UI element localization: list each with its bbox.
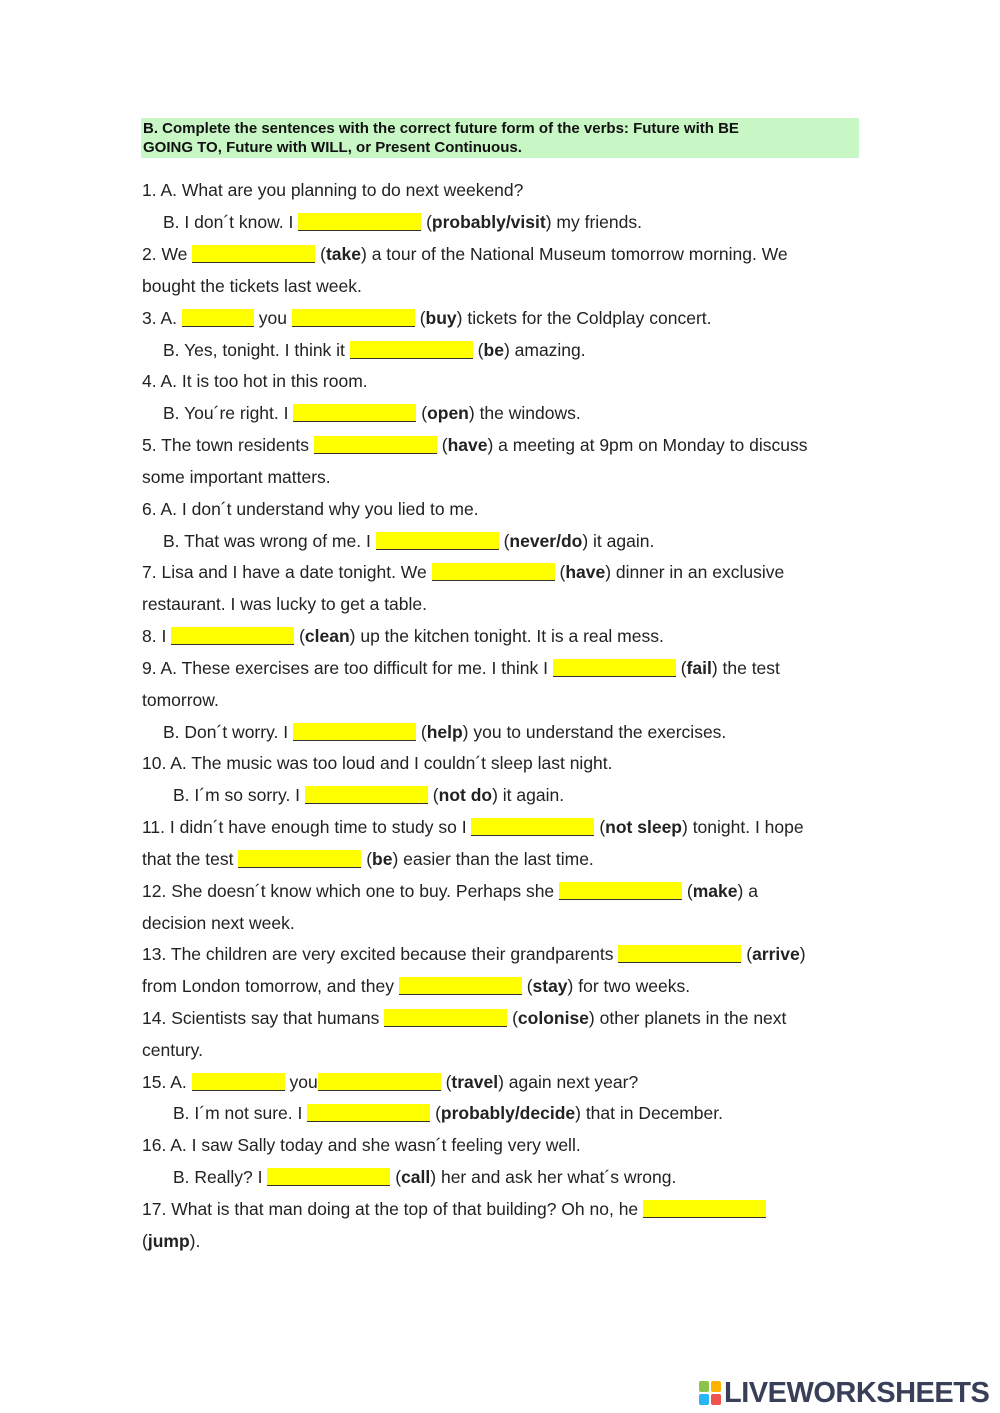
liveworksheets-icon <box>698 1380 722 1406</box>
sentence-9a-cont: tomorrow. <box>142 690 219 710</box>
sentence-10b: B. I´m so sorry. I (not do) it again. <box>173 785 565 805</box>
verb-hint: stay <box>532 976 568 996</box>
sentence-2: 2. We (take) a tour of the National Museum tomorrow morning. We <box>142 244 788 264</box>
answer-gap[interactable] <box>376 532 499 550</box>
verb-hint: help <box>426 722 463 742</box>
sentence-5-cont: some important matters. <box>142 467 331 487</box>
verb-hint: clean <box>304 626 350 646</box>
answer-gap[interactable] <box>399 977 522 995</box>
sentence-16a: 16. A. I saw Sally today and she wasn´t feeling very well. <box>142 1135 581 1155</box>
answer-gap[interactable] <box>471 818 594 836</box>
answer-gap[interactable] <box>559 882 682 900</box>
verb-hint: make <box>692 881 738 901</box>
verb-hint: not sleep <box>605 817 682 837</box>
sentence-12: 12. She doesn´t know which one to buy. Perhaps she (make) a <box>142 881 758 901</box>
sentence-8: 8. I (clean) up the kitchen tonight. It is a real mess. <box>142 626 664 646</box>
sentence-17: 17. What is that man doing at the top of that building? Oh no, he <box>142 1198 766 1220</box>
verb-hint: travel <box>451 1072 499 1092</box>
sentence-10a: 10. A. The music was too loud and I couldn´t sleep last night. <box>142 753 613 773</box>
verb-hint: colonise <box>517 1008 589 1028</box>
verb-hint: buy <box>425 308 457 328</box>
verb-hint: be <box>483 340 504 360</box>
sentence-13-cont: from London tomorrow, and they (stay) for two weeks. <box>142 976 691 996</box>
instruction-line-2: GOING TO, Future with WILL, or Present Continuous. <box>143 139 522 156</box>
answer-gap[interactable] <box>305 786 428 804</box>
sentence-9b: B. Don´t worry. I (help) you to understand the exercises. <box>163 722 727 742</box>
sentence-4b: B. You´re right. I (open) the windows. <box>163 403 581 423</box>
answer-gap[interactable] <box>182 309 254 327</box>
sentence-1a: 1. A. What are you planning to do next weekend? <box>142 180 524 200</box>
instruction-box <box>141 118 859 158</box>
sentence-13: 13. The children are very excited because their grandparents (arrive) <box>142 944 806 964</box>
verb-hint: have <box>447 435 488 455</box>
answer-gap[interactable] <box>553 659 676 677</box>
verb-hint: call <box>401 1167 431 1187</box>
verb-hint: probably/visit <box>431 212 546 232</box>
sentence-5: 5. The town residents (have) a meeting at 9pm on Monday to discuss <box>142 435 808 455</box>
sentence-12-cont: decision next week. <box>142 913 295 933</box>
sentence-7-cont: restaurant. I was lucky to get a table. <box>142 594 428 614</box>
answer-gap[interactable] <box>307 1104 430 1122</box>
sentence-17-cont: (jump). <box>142 1231 201 1251</box>
verb-hint: never/do <box>509 531 583 551</box>
sentence-4a: 4. A. It is too hot in this room. <box>142 371 368 391</box>
answer-gap[interactable] <box>293 404 416 422</box>
verb-hint: arrive <box>752 944 800 964</box>
answer-gap[interactable] <box>618 945 741 963</box>
verb-hint: fail <box>686 658 712 678</box>
answer-gap[interactable] <box>238 850 361 868</box>
sentence-9a: 9. A. These exercises are too difficult for me. I think I (fail) the test <box>142 658 780 678</box>
verb-hint: not do <box>438 785 493 805</box>
sentence-1b: B. I don´t know. I (probably/visit) my friends. <box>163 212 642 232</box>
answer-gap[interactable] <box>171 627 294 645</box>
instruction-line-1: B. Complete the sentences with the correct future form of the verbs: Future with BE <box>143 120 739 137</box>
answer-gap[interactable] <box>292 309 415 327</box>
sentence-14: 14. Scientists say that humans (colonise) other planets in the next <box>142 1008 787 1028</box>
sentence-6b: B. That was wrong of me. I (never/do) it again. <box>163 531 655 551</box>
verb-hint: open <box>427 403 469 423</box>
sentence-11: 11. I didn´t have enough time to study so I (not sleep) tonight. I hope <box>142 817 804 837</box>
answer-gap[interactable] <box>267 1168 390 1186</box>
answer-gap[interactable] <box>318 1073 441 1091</box>
sentence-15b: B. I´m not sure. I (probably/decide) that in December. <box>173 1103 723 1123</box>
verb-hint: have <box>565 562 606 582</box>
sentence-15a: 15. A. you (travel) again next year? <box>142 1072 639 1092</box>
sentence-11-cont: that the test (be) easier than the last time. <box>142 849 594 869</box>
answer-gap[interactable] <box>192 1073 285 1091</box>
sentence-2-cont: bought the tickets last week. <box>142 276 362 296</box>
answer-gap[interactable] <box>643 1200 766 1218</box>
answer-gap[interactable] <box>293 723 416 741</box>
answer-gap[interactable] <box>192 245 315 263</box>
verb-hint: be <box>372 849 393 869</box>
verb-hint: take <box>325 244 361 264</box>
logo-text: LIVEWORKSHEETS <box>724 1376 990 1409</box>
liveworksheets-logo[interactable] <box>698 1378 989 1408</box>
answer-gap[interactable] <box>298 213 421 231</box>
sentence-14-cont: century. <box>142 1040 203 1060</box>
answer-gap[interactable] <box>432 563 555 581</box>
answer-gap[interactable] <box>314 436 437 454</box>
sentence-3a: 3. A. you (buy) tickets for the Coldplay concert. <box>142 308 712 328</box>
verb-hint: jump <box>147 1231 190 1251</box>
verb-hint: probably/decide <box>440 1103 576 1123</box>
sentence-6a: 6. A. I don´t understand why you lied to me. <box>142 499 479 519</box>
sentence-16b: B. Really? I (call) her and ask her what´s wrong. <box>173 1167 677 1187</box>
sentence-3b: B. Yes, tonight. I think it (be) amazing. <box>163 340 586 360</box>
answer-gap[interactable] <box>350 341 473 359</box>
answer-gap[interactable] <box>384 1009 507 1027</box>
sentence-7: 7. Lisa and I have a date tonight. We (have) dinner in an exclusive <box>142 562 785 582</box>
